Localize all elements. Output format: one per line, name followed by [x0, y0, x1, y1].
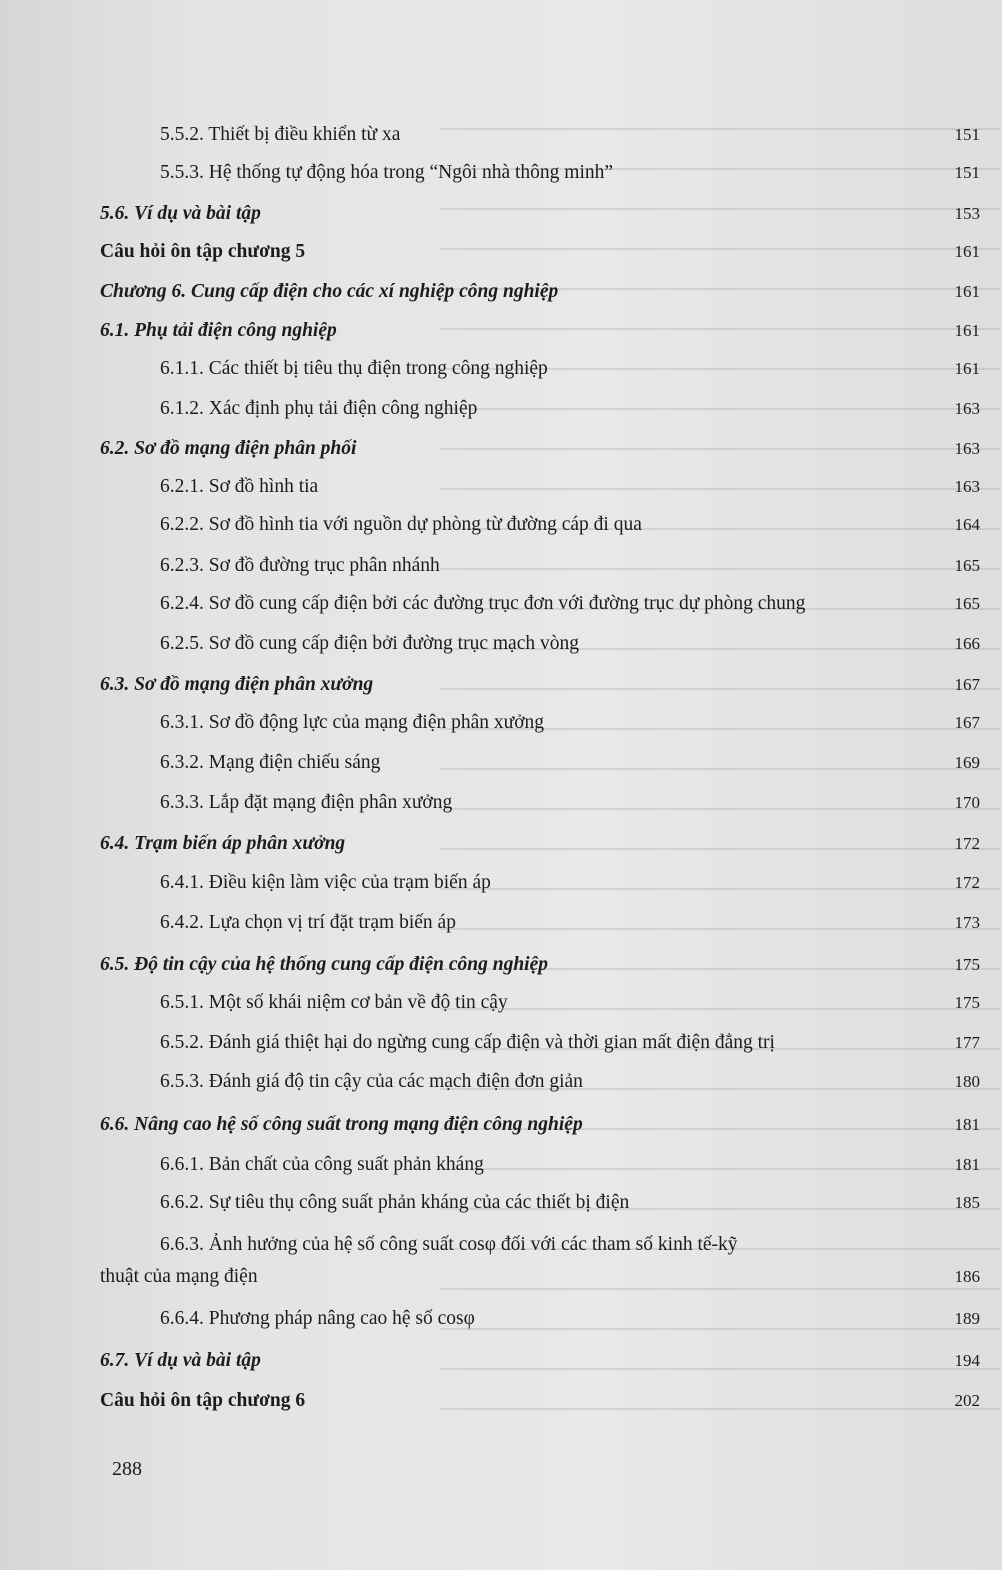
toc-entry-page: 169: [954, 753, 980, 772]
toc-entry-title: 6.4.2. Lựa chọn vị trí đặt trạm biến áp: [160, 912, 456, 933]
toc-entry-title: 6.6.1. Bản chất của công suất phản kháng: [160, 1154, 484, 1175]
toc-entry-page: 167: [954, 675, 980, 694]
toc-entry-6-4-2[interactable]: [100, 910, 980, 950]
toc-entry-title: 6.3.2. Mạng điện chiếu sáng: [160, 752, 381, 773]
toc-entry-page: 167: [954, 713, 980, 732]
toc-entry-page: 151: [954, 163, 980, 182]
toc-entry-6-5-1[interactable]: [100, 990, 980, 1030]
toc-entry-6-6-1[interactable]: [100, 1152, 980, 1192]
toc-entry-6-2-1[interactable]: [100, 474, 980, 514]
toc-entry-title: Câu hỏi ôn tập chương 5: [100, 241, 306, 262]
toc-entry-title: 6.3.3. Lắp đặt mạng điện phân xưởng: [160, 792, 453, 813]
toc-entry-6-2-4[interactable]: [100, 591, 980, 631]
toc-entry-page: 163: [954, 477, 980, 496]
toc-entry-page: 186: [954, 1267, 980, 1286]
toc-entry-page: 180: [954, 1072, 980, 1091]
toc-entry-page: 185: [954, 1193, 980, 1212]
toc-entry-title: 6.2.1. Sơ đồ hình tia: [160, 476, 319, 497]
toc-entry-page: 170: [954, 793, 980, 812]
toc-entry-title: 6.3. Sơ đồ mạng điện phân xưởng: [100, 674, 374, 695]
toc-entry-page: 161: [954, 321, 980, 340]
toc-entry-page: 163: [954, 399, 980, 418]
toc-entry-title: 6.1.1. Các thiết bị tiêu thụ điện trong công nghiệp: [160, 358, 548, 379]
toc-entry-6-4-1[interactable]: [100, 870, 980, 910]
toc-entry-page: 163: [954, 439, 980, 458]
toc-entry-title: 6.5.1. Một số khái niệm cơ bản về độ tin cậy: [160, 992, 508, 1013]
toc-entry-6-1-2[interactable]: [100, 396, 980, 436]
toc-entry-page: 175: [954, 955, 980, 974]
toc-entry-page: 153: [954, 204, 980, 223]
toc-entry-title: 6.1. Phụ tải điện công nghiệp: [100, 320, 337, 341]
toc-entry-page: 165: [954, 594, 980, 613]
toc-entry-page: 165: [954, 556, 980, 575]
toc-entry-title: 6.7. Ví dụ và bài tập: [100, 1350, 261, 1371]
toc-entry-page: 164: [954, 515, 980, 534]
toc-entry-5-5-3[interactable]: [100, 160, 980, 200]
toc-entry-6-5[interactable]: [100, 952, 980, 992]
toc-entry-page: 161: [954, 359, 980, 378]
toc-entry-title: 6.2. Sơ đồ mạng điện phân phối: [100, 438, 357, 459]
page-number: 288: [112, 1458, 142, 1480]
toc-entry-6-1-1[interactable]: [100, 356, 980, 396]
toc-entry-title: 5.5.2. Thiết bị điều khiển từ xa: [160, 124, 401, 145]
toc-entry-page: 181: [954, 1115, 980, 1134]
toc-entry-6-3-3[interactable]: [100, 790, 980, 830]
toc-entry-title: 5.6. Ví dụ và bài tập: [100, 203, 261, 224]
toc-entry-title: 6.1.2. Xác định phụ tải điện công nghiệp: [160, 398, 478, 419]
toc-entry-6-3[interactable]: [100, 672, 980, 712]
toc-entry-title: 6.5.2. Đánh giá thiệt hại do ngừng cung cấp điện và thời gian mất điện đẳng trị: [160, 1032, 775, 1053]
toc-entry-title: 5.5.3. Hệ thống tự động hóa trong “Ngôi nhà thông minh”: [160, 162, 614, 183]
toc-entry-6-1[interactable]: [100, 318, 980, 358]
toc-entry-6-6-2[interactable]: [100, 1190, 980, 1230]
toc-entry-title: 6.4. Trạm biến áp phân xưởng: [100, 833, 346, 854]
toc-entry-title: 6.2.4. Sơ đồ cung cấp điện bởi các đường trục đơn với đường trục dự phòng chung: [160, 593, 806, 614]
toc-entry-6-2[interactable]: [100, 436, 980, 476]
toc-entry-page: 181: [954, 1155, 980, 1174]
toc-entry-title: 6.6.2. Sự tiêu thụ công suất phản kháng của các thiết bị điện: [160, 1192, 630, 1213]
toc-entry-page: 173: [954, 913, 980, 932]
toc-entry-review-6[interactable]: [100, 1388, 980, 1428]
toc-entry-title: 6.5.3. Đánh giá độ tin cậy của các mạch điện đơn giản: [160, 1071, 583, 1092]
toc-entry-title: Câu hỏi ôn tập chương 6: [100, 1390, 306, 1411]
toc-entry-title: Chương 6. Cung cấp điện cho các xí nghiệp công nghiệp: [100, 281, 559, 302]
toc-entry-page: 202: [954, 1391, 980, 1410]
toc-entry-title: 6.6. Nâng cao hệ số công suất trong mạng điện công nghiệp: [100, 1114, 583, 1135]
toc-entry-6-2-2[interactable]: [100, 512, 980, 552]
toc-entry-page: 151: [954, 125, 980, 144]
toc-entry-6-4[interactable]: [100, 831, 980, 871]
toc-entry-6-3-2[interactable]: [100, 750, 980, 790]
toc-entry-page: 172: [954, 873, 980, 892]
toc-entry-page: 177: [954, 1033, 980, 1052]
toc-entry-6-7[interactable]: [100, 1348, 980, 1388]
toc-entry-page: 166: [954, 634, 980, 653]
toc-entry-title: 6.4.1. Điều kiện làm việc của trạm biến áp: [160, 872, 491, 893]
toc-entry-6-6[interactable]: [100, 1112, 980, 1152]
toc-entry-6-6-4[interactable]: [100, 1306, 980, 1346]
toc-entry-6-2-3[interactable]: [100, 553, 980, 593]
toc-entry-5-6[interactable]: [100, 201, 980, 241]
toc-entry-6-5-3[interactable]: [100, 1069, 980, 1109]
toc-entry-title: 6.6.4. Phương pháp nâng cao hệ số cosφ: [160, 1308, 475, 1329]
toc-entry-page: 189: [954, 1309, 980, 1328]
toc-entry-chapter-6[interactable]: [100, 279, 980, 319]
toc-entry-review-5[interactable]: [100, 239, 980, 279]
toc-entry-6-6-3-page-row: [100, 1264, 980, 1304]
toc-entry-page: 161: [954, 242, 980, 261]
toc-entry-title: 6.2.5. Sơ đồ cung cấp điện bởi đường trục mạch vòng: [160, 633, 579, 654]
toc-entry-title: 6.2.3. Sơ đồ đường trục phân nhánh: [160, 555, 440, 576]
toc-entry-title: 6.2.2. Sơ đồ hình tia với nguồn dự phòng từ đường cáp đi qua: [160, 514, 642, 535]
toc-entry-page: 175: [954, 993, 980, 1012]
toc-entry-6-2-5[interactable]: [100, 631, 980, 671]
toc-entry-6-3-1[interactable]: [100, 710, 980, 750]
toc-entry-title: 6.3.1. Sơ đồ động lực của mạng điện phân xưởng: [160, 712, 545, 733]
toc-entry-page: 172: [954, 834, 980, 853]
toc-entry-6-6-3-continuation: thuật của mạng điện: [100, 1266, 258, 1287]
toc-entry-page: 194: [954, 1351, 980, 1370]
toc-entry-5-5-2[interactable]: [100, 122, 980, 162]
toc-entry-page: 161: [954, 282, 980, 301]
toc-entry-title: 6.6.3. Ảnh hưởng của hệ số công suất cosφ đối với các tham số kinh tế-kỹ: [160, 1234, 738, 1255]
toc-entry-title: 6.5. Độ tin cậy của hệ thống cung cấp điện công nghiệp: [100, 954, 548, 975]
toc-entry-6-5-2[interactable]: [100, 1030, 980, 1070]
